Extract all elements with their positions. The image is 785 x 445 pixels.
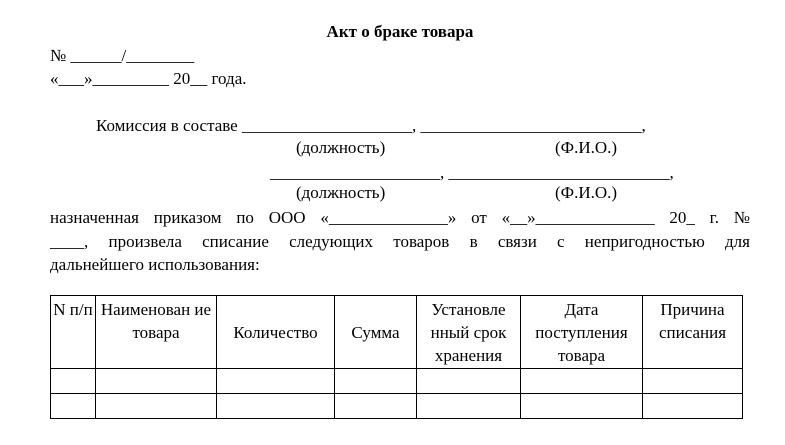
document-title: Акт о браке товара <box>326 22 474 41</box>
table-cell[interactable] <box>521 369 643 394</box>
document-date-field: «___»_________ 20__ года. <box>50 69 247 88</box>
order-line-3: дальнейшего использования: <box>50 255 260 274</box>
header-write-off-reason: Причина списания <box>643 296 743 369</box>
header-sum: Сумма <box>335 296 417 369</box>
order-line-1: назначенная приказом по ООО «______________» от «__»______________ 20_ г. № <box>50 208 750 227</box>
table-cell[interactable] <box>217 394 335 419</box>
table-cell[interactable] <box>643 369 743 394</box>
goods-table <box>50 295 743 419</box>
order-line-2: ____, произвела списание следующих товаров в связи с непригодностью для <box>50 232 750 251</box>
header-storage-period: Установле нный срок хранения <box>417 296 521 369</box>
commission-member-line-2: ____________________, __________________________, <box>270 163 674 182</box>
header-number: N п/п <box>51 296 96 369</box>
table-cell[interactable] <box>335 369 417 394</box>
position-caption-2: (должность) <box>296 183 386 202</box>
table-cell[interactable] <box>417 369 521 394</box>
position-caption-1: (должность) <box>296 138 386 157</box>
table-row <box>51 394 743 419</box>
commission-line: Комиссия в составе ____________________, __________________________, <box>96 116 646 135</box>
header-quantity: Количество <box>217 296 335 369</box>
name-caption-2: (Ф.И.О.) <box>555 183 618 202</box>
header-product-name: Наименован ие товара <box>96 296 217 369</box>
table-header-row <box>51 296 743 369</box>
document-number-field: № ______/________ <box>50 46 195 65</box>
table-cell[interactable] <box>51 369 96 394</box>
table-cell[interactable] <box>96 369 217 394</box>
table-row <box>51 369 743 394</box>
table-cell[interactable] <box>417 394 521 419</box>
table-cell[interactable] <box>51 394 96 419</box>
header-receipt-date: Дата поступления товара <box>521 296 643 369</box>
table-cell[interactable] <box>335 394 417 419</box>
table-cell[interactable] <box>96 394 217 419</box>
name-caption-1: (Ф.И.О.) <box>555 138 618 157</box>
table-cell[interactable] <box>217 369 335 394</box>
table-cell[interactable] <box>643 394 743 419</box>
table-cell[interactable] <box>521 394 643 419</box>
